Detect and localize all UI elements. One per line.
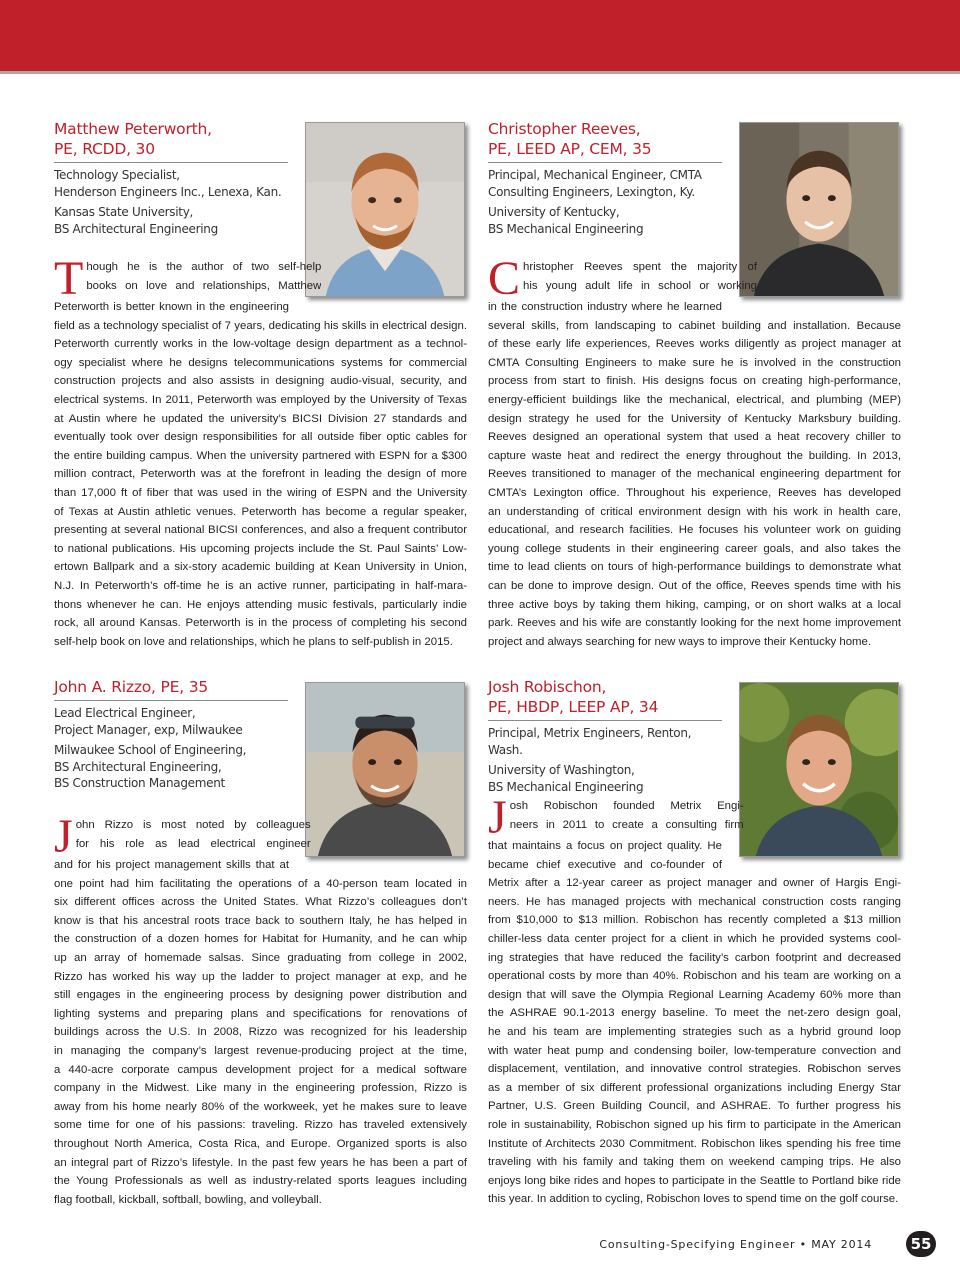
profile-bio-reeves: C hristopher Reeves spent the majority of his young adult life in school or working in the construction industry where he learned several skills, from landscaping to cabinet building and installation. Because of these early life experiences, Reeves works diligently as project manager at CMTA Consulting Engineers to make sure he is involved in the construction process from start to finish. His designs focus on creating high-performance, energy-efficient buildings like the mechanical, electrical, and plumbing (MEP) design strategy he used for the University of Kentucky Marksbury building. Reeves designed an operational system that used a heat recovery chiller to capture waste heat and redirect the energy throughout the building. In 2013, Reeves transitioned to manager of the mechanical engineering department for CMTA’s Lexington office. Throughout his experience, Reeves has developed an understanding of critical environment design with his work in health care, educational, and research facilities. He focuses his volunteer work on guiding young college students in their engineering career goals, and also takes the time to lead clients on tours of high-performance buildings to demonstrate what can be done to improve design. Out of the office, Reeves spends time with his three active boys by taking them hiking, camping, or on short walks at a local park. Reeves and his wife are constantly looking for the next home improvement project and always searching for new ways to improve their Kentucky home. — [488, 252, 901, 648]
profile-name-credentials: PE, HBDP, LEEP AP, 34 — [488, 698, 659, 716]
profile-name: Christopher Reeves, — [488, 120, 641, 138]
profile-robischon-header — [488, 677, 728, 795]
profile-bio-peterworth: T hough he is the author of two self-help books on love and relationships, Matthew Peterworth is better known in the engineering field as a technology specialist of 7 years, dedicating his skills in electrical design. Peterworth currently works in the low-voltage design department as a technol- ogy specialist where he designs telecommunications systems for commercial construction projects and also assists in designing audio-visual, security, and electrical systems. In 2011, Peterworth was employed by the University of Texas at Austin where he updated the university’s BICSI Division 27 standards and eventually took over design responsibilities for all outside fiber optic cables for the entire building campus. When the university partnered with ESPN for a $300 million contract, Peterworth was at the forefront in leading the design of more than 17,000 ft of fiber that was used in the wiring of ESPN and the University of Texas at Austin athletic venues. Peterworth has become a regular speaker, presenting at several national BICSI conferences, and also a frequent contributor to national publications. His upcoming projects include the St. Paul Saints’ Low- ertown Ballpark and a six-story academic building at Kean University in Union, N.J. In Peterworth’s off-time he is an active runner, participating in half-mara- thons whenever he can. He enjoys attending music festivals, particularly indie rock, all around Kansas. Peterworth is in the process of completing his second self-help book on love and relationships, which he plans to self-publish in 2015. — [54, 252, 467, 648]
drop-cap: T — [54, 252, 84, 305]
profile-name-credentials: PE, LEED AP, CEM, 35 — [488, 140, 652, 158]
drop-cap: J — [54, 810, 73, 863]
divider — [488, 162, 722, 163]
profile-title: Principal, Mechanical Engineer, CMTA Consulting Engineers, Lexington, Ky. — [488, 168, 702, 199]
divider — [54, 162, 288, 163]
drop-cap: C — [488, 252, 521, 305]
profile-reeves-header — [488, 119, 728, 237]
top-color-band — [0, 0, 960, 74]
profile-peterworth-header — [54, 119, 294, 237]
profile-title: Technology Specialist, Henderson Engineers Inc., Lenexa, Kan. — [54, 168, 282, 199]
divider — [488, 720, 722, 721]
profile-title: Principal, Metrix Engineers, Renton, Wash. — [488, 726, 692, 757]
profile-education: University of Kentucky, BS Mechanical Engineering — [488, 205, 644, 236]
profile-name-credentials: PE, RCDD, 30 — [54, 140, 155, 158]
profile-name: Josh Robischon, — [488, 678, 607, 696]
profile-bio-robischon: J osh Robischon founded Metrix Engi- neers in 2011 to create a consulting firm that maintains a focus on project quality. He became chief executive and co-founder of Metrix after a 12-year career as project manager and owner of Hargis Engi- neers. He has managed projects with mechanical construction costs ranging from $10,000 to $13 million. Robischon has recently completed a $13 million chiller-less data center project for a client in which he provided systems cool- ing strategies that have reduced the facility’s carbon footprint and decreased operational costs by more than 40%. Robischon and his team are working on a design that will save the Olympia Regional Learning Academy 60% more than the ASHRAE 90.1-2013 energy baseline. To meet the net-zero design goal, he and his team are implementing strategies such as a hybrid ground loop with water heat pump and condensing boiler, low-temperature convection and displacement, ventilation, and innovative control strategies. Robischon serves as a member of six different professional organizations including Energy Star Partner, U.S. Green Building Council, and ASHRAE. To further progress his role in sustainability, Robischon signed up his firm to participate in the American Institute of Architects 2030 Commitment. Robischon likes spending his free time traveling with his family and taking them on weekend camping trips. He also enjoys long bike rides and hopes to participate in the Seattle to Portland bike ride this year. In addition to cycling, Robischon loves to spend time on the golf course. — [488, 791, 901, 1206]
divider — [54, 700, 288, 701]
footer-publication: Consulting-Specifying Engineer • MAY 2014 — [599, 1237, 872, 1251]
drop-cap: J — [488, 791, 507, 844]
profile-education: University of Washington, BS Mechanical Engineering — [488, 763, 644, 794]
profile-name: Matthew Peterworth, — [54, 120, 212, 138]
profile-rizzo-header — [54, 677, 294, 792]
profile-bio-rizzo: J ohn Rizzo is most noted by colleagues for his role as lead electrical engineer and for his project management skills that at one point had him facilitating the operations of a 40-person team located in six different offices across the United States. What Rizzo’s colleagues don’t know is that his ancestral roots trace back to southern Italy, he has helped in the construction of a dozen homes for Habitat for Humanity, and he can whip up an array of homemade salsas. Since graduating from college in 2002, Rizzo has worked his way up the ladder to project manager at exp, and he still engages in the engineering process by designing power distribution and lighting systems and preparing plans and specifications for renovations of buildings across the U.S. In 2008, Rizzo was recognized for his leadership in managing the company’s largest revenue-producing project at the time, a 440-acre corporate campus development project for a medical software company in the Midwest. Like many in the engineering profession, Rizzo is away from his home nearly 80% of the workweek, yet he makes sure to leave some time for one of his passions: traveling. Rizzo has traveled extensively throughout North America, Costa Rica, and Europe. Organized sports is also an integral part of Rizzo’s lifestyle. In the past few years he has been a part of the Young Professionals as well as industry-related sports leagues including flag football, kickball, softball, bowling, and volleyball. — [54, 810, 467, 1206]
profile-education: Kansas State University, BS Architectural Engineering — [54, 205, 218, 236]
page-number: 55 — [906, 1231, 936, 1257]
profile-education: Milwaukee School of Engineering, BS Architectural Engineering, BS Construction Management — [54, 743, 247, 790]
profile-name: John A. Rizzo, PE, 35 — [54, 678, 209, 696]
profile-title: Lead Electrical Engineer, Project Manager, exp, Milwaukee — [54, 706, 243, 737]
